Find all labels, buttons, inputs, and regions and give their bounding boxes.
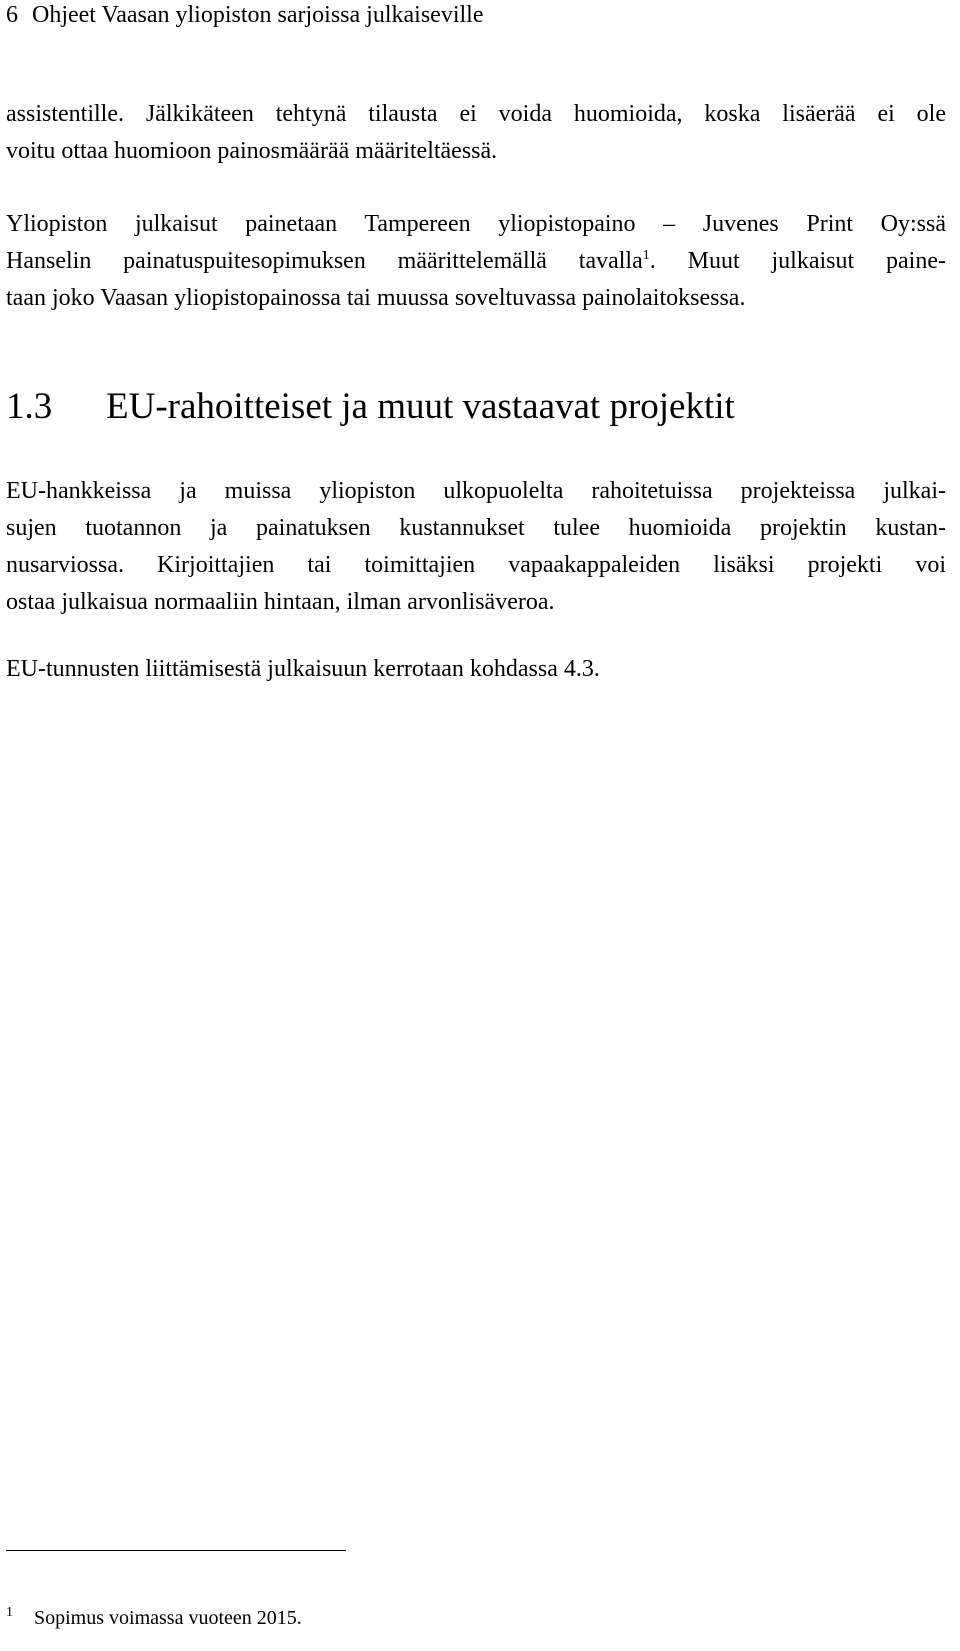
running-header: [6, 0, 483, 30]
section-title: EU-rahoitteiset ja muut vastaavat projektit: [106, 386, 735, 427]
section-heading: [6, 385, 735, 429]
footnote-reference: 1: [642, 248, 650, 263]
text-line: [6, 243, 946, 280]
paragraph: [6, 473, 946, 621]
page-number: 6: [6, 2, 18, 28]
footnote-divider: [6, 1550, 346, 1551]
text-line: taan joko Vaasan yliopistopainossa tai muussa soveltuvassa painolaitoksessa.: [6, 285, 746, 311]
section-number: 1.3: [6, 386, 53, 427]
text-line: assistentille. Jälkikäteen tehtynä tilausta ei voida huomioida, koska lisäerää ei ole: [6, 101, 946, 127]
footnote-text: Sopimus voimassa vuoteen 2015.: [34, 1607, 302, 1629]
text-segment: Hanselin painatuspuitesopimuksen määrittelemällä tavalla: [6, 248, 643, 274]
text-line: EU-tunnusten liittämisestä julkaisuun kerrotaan kohdassa 4.3.: [6, 656, 600, 682]
text-line: voitu ottaa huomioon painosmäärää määriteltäessä.: [6, 138, 498, 164]
text-line: Yliopiston julkaisut painetaan Tampereen yliopistopaino – Juvenes Print Oy:ssä: [6, 211, 946, 237]
text-line: EU-hankkeissa ja muissa yliopiston ulkopuolelta rahoitetuissa projekteissa julkai-: [6, 478, 946, 504]
paragraph: [6, 651, 946, 688]
text-line: nusarviossa. Kirjoittajien tai toimittajien vapaakappaleiden lisäksi projekti voi: [6, 552, 946, 578]
running-title: Ohjeet Vaasan yliopiston sarjoissa julkaiseville: [32, 2, 484, 28]
text-segment: . Muut julkaisut paine-: [649, 248, 946, 274]
text-line: ostaa julkaisua normaaliin hintaan, ilman arvonlisäveroa.: [6, 589, 555, 615]
footnote: 1 Sopimus voimassa vuoteen 2015.: [6, 1605, 302, 1629]
paragraph: [6, 206, 946, 317]
text-line: sujen tuotannon ja painatuksen kustannukset tulee huomioida projektin kustan-: [6, 515, 946, 541]
paragraph: [6, 96, 946, 170]
